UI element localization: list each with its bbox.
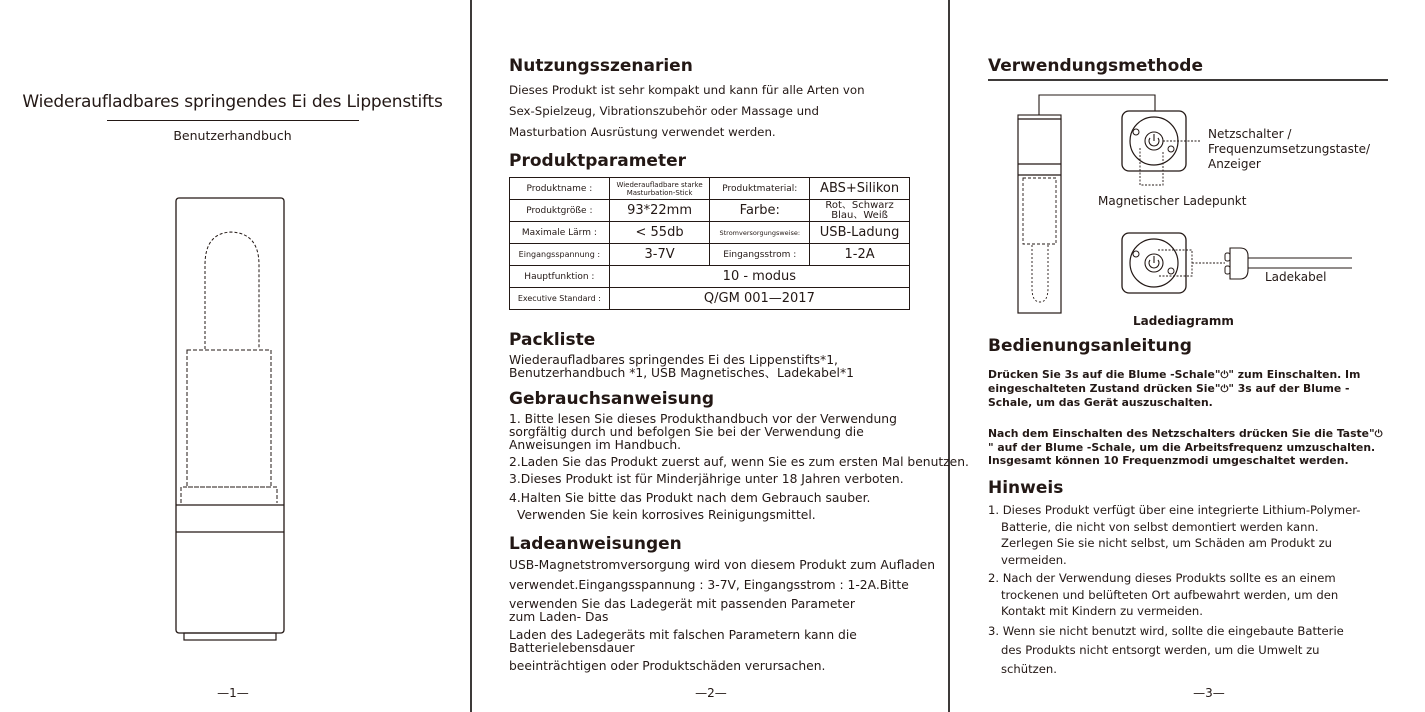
instruction-item: 2.Laden Sie das Produkt zuerst auf, wenn Sie es zum ersten Mal benutzen. — [509, 455, 969, 469]
text-fragment: " zum Einschalten. Im eingeschalteten Zustand drücken Sie" — [988, 368, 1361, 395]
param-value: ABS+Silikon — [810, 178, 910, 200]
param-label: Hauptfunktion : — [510, 266, 610, 288]
charging-point-illustration — [1122, 233, 1225, 293]
table-row — [510, 178, 910, 200]
param-value: 3-7V — [609, 244, 710, 266]
param-label: Maximale Lärm : — [510, 222, 610, 244]
text-fragment: Nach dem Einschalten des Netzschalters drücken Sie die Taste" — [988, 427, 1375, 440]
packlist-text — [509, 354, 854, 380]
packlist-heading: Packliste — [509, 330, 596, 350]
param-value: Q/GM 001—2017 — [609, 288, 909, 310]
notice-item: 1. Dieses Produkt verfügt über eine integrierte Lithium-Polymer-Batterie, die nicht von selbst demontiert werden kann. Zerlegen Sie sie nicht selbst, um Schäden am Produkt zu vermeiden. — [988, 503, 1361, 567]
notice-heading: Hinweis — [988, 478, 1064, 498]
power-icon: ⏻ — [1220, 384, 1229, 395]
param-value: Rot、Schwarz Blau、Weiß — [810, 200, 910, 222]
charging-line: USB-Magnetstromversorgung wird von diesem Produkt zum Aufladen — [509, 558, 936, 572]
param-label: Executive Standard : — [510, 288, 610, 310]
product-parameters-table — [509, 177, 910, 310]
param-value: 1-2A — [810, 244, 910, 266]
packlist-line: Wiederaufladbares springendes Ei des Lippenstifts*1, — [509, 353, 838, 367]
param-value: 10 - modus — [609, 266, 909, 288]
param-value: USB-Ladung — [810, 222, 910, 244]
label-line: Frequenzumsetzungstaste/ — [1208, 142, 1371, 156]
usage-line: Masturbation Ausrüstung verwendet werden. — [509, 125, 776, 139]
param-value: < 55db — [609, 222, 710, 244]
table-row — [510, 222, 910, 244]
charge-point-label: Magnetischer Ladepunkt — [1098, 194, 1247, 208]
cover-subtitle: Benutzerhandbuch — [173, 128, 292, 143]
params-heading: Produktparameter — [509, 151, 687, 171]
charging-line: verwendet.Eingangsspannung : 3-7V, Eingangsstrom : 1-2A.Bitte — [509, 578, 909, 592]
operation-paragraph-1 — [988, 368, 1388, 409]
param-value: Wiederaufladbare starke Masturbation-Stick — [609, 178, 710, 200]
device-illustration — [1018, 115, 1061, 313]
diagram-caption: Ladediagramm — [1133, 314, 1234, 328]
instructions-heading: Gebrauchsanweisung — [509, 389, 715, 409]
page-number: —3— — [1193, 686, 1225, 700]
usage-text — [509, 80, 865, 143]
instruction-item: 1. Bitte lesen Sie dieses Produkthandbuch vor der Verwendung sorgfältig durch und befolgen Sie bei der Verwendung die Anweisungen im Handbuch. — [509, 412, 897, 452]
page-1-cover — [0, 0, 471, 712]
usage-line: Dieses Produkt ist sehr kompakt und kann für alle Arten von — [509, 83, 865, 97]
param-label: Produktgröße : — [510, 200, 610, 222]
text-fragment: Drücken Sie 3s auf die Blume -Schale" — [988, 368, 1221, 381]
charging-line: verwenden Sie das Ladegerät mit passenden Parameter zum Laden- Das — [509, 597, 855, 624]
lipstick-product-illustration — [170, 195, 290, 645]
charging-heading: Ladeanweisungen — [509, 534, 682, 554]
param-label: Produktname : — [510, 178, 610, 200]
charging-line: beeinträchtigen oder Produktschäden verursachen. — [509, 659, 826, 673]
table-row — [510, 200, 910, 222]
notice-list — [988, 502, 1363, 681]
cable-label: Ladekabel — [1265, 270, 1327, 284]
usage-line: Sex-Spielzeug, Vibrationszubehör oder Massage und — [509, 104, 820, 118]
param-label: Farbe: — [710, 200, 810, 222]
operation-paragraph-2 — [988, 427, 1383, 467]
power-icon: ⏻ — [1374, 429, 1383, 440]
label-line: Netzschalter / — [1208, 127, 1292, 141]
usage-heading: Nutzungsszenarien — [509, 56, 693, 76]
text-fragment: " 3s auf der Blume -Schale, um das Gerät auszuschalten. — [988, 382, 1350, 409]
charging-line: Laden des Ladegeräts mit falschen Parametern kann die Batterielebensdauer — [509, 628, 857, 655]
heading-underline — [988, 79, 1388, 81]
operation-heading: Bedienungsanleitung — [988, 336, 1192, 356]
page-2 — [473, 0, 969, 712]
cover-title: Wiederaufladbares springendes Ei des Lippenstifts — [22, 92, 443, 112]
param-label: Eingangsstrom : — [710, 244, 810, 266]
instruction-item: 3.Dieses Produkt ist für Minderjährige unter 18 Jahren verboten. — [509, 472, 904, 486]
instruction-item: 4.Halten Sie bitte das Produkt nach dem Gebrauch sauber. Verwenden Sie kein korrosives Reinigungsmittel. — [509, 491, 871, 522]
packlist-line: Benutzerhandbuch *1, USB Magnetisches、Ladekabel*1 — [509, 366, 854, 380]
power-button-illustration — [1122, 111, 1200, 185]
label-line: Anzeiger — [1208, 157, 1261, 171]
notice-item: 3. Wenn sie nicht benutzt wird, sollte die eingebaute Batterie des Produkts nicht entsorgt werden, um die Umwelt zu schützen. — [988, 623, 1344, 676]
table-row — [510, 266, 910, 288]
title-underline — [107, 120, 359, 121]
table-row — [510, 244, 910, 266]
text-fragment: " auf der Blume -Schale, um die Arbeitsfrequenz umzuschalten. Insgesamt können 10 Frequenzmodi umgeschaltet werden. — [988, 441, 1376, 467]
page-number: —2— — [695, 686, 727, 700]
method-heading: Verwendungsmethode — [988, 56, 1203, 76]
param-label: Produktmaterial: — [710, 178, 810, 200]
power-icon: ⏻ — [1220, 370, 1229, 381]
page-3 — [951, 0, 1425, 712]
param-label: Eingangsspannung : — [510, 244, 610, 266]
power-switch-label — [1208, 127, 1370, 172]
table-row — [510, 288, 910, 310]
charging-text — [509, 555, 935, 676]
param-value: 93*22mm — [609, 200, 710, 222]
instructions-list — [509, 412, 969, 524]
notice-item: 2. Nach der Verwendung dieses Produkts sollte es an einem trockenen und belüfteten Ort aufbewahrt werden, um den Kontakt mit Kindern zu vermeiden. — [988, 571, 1339, 618]
page-number: —1— — [217, 686, 249, 700]
param-label: Stromversorgungsweise: — [710, 222, 810, 244]
